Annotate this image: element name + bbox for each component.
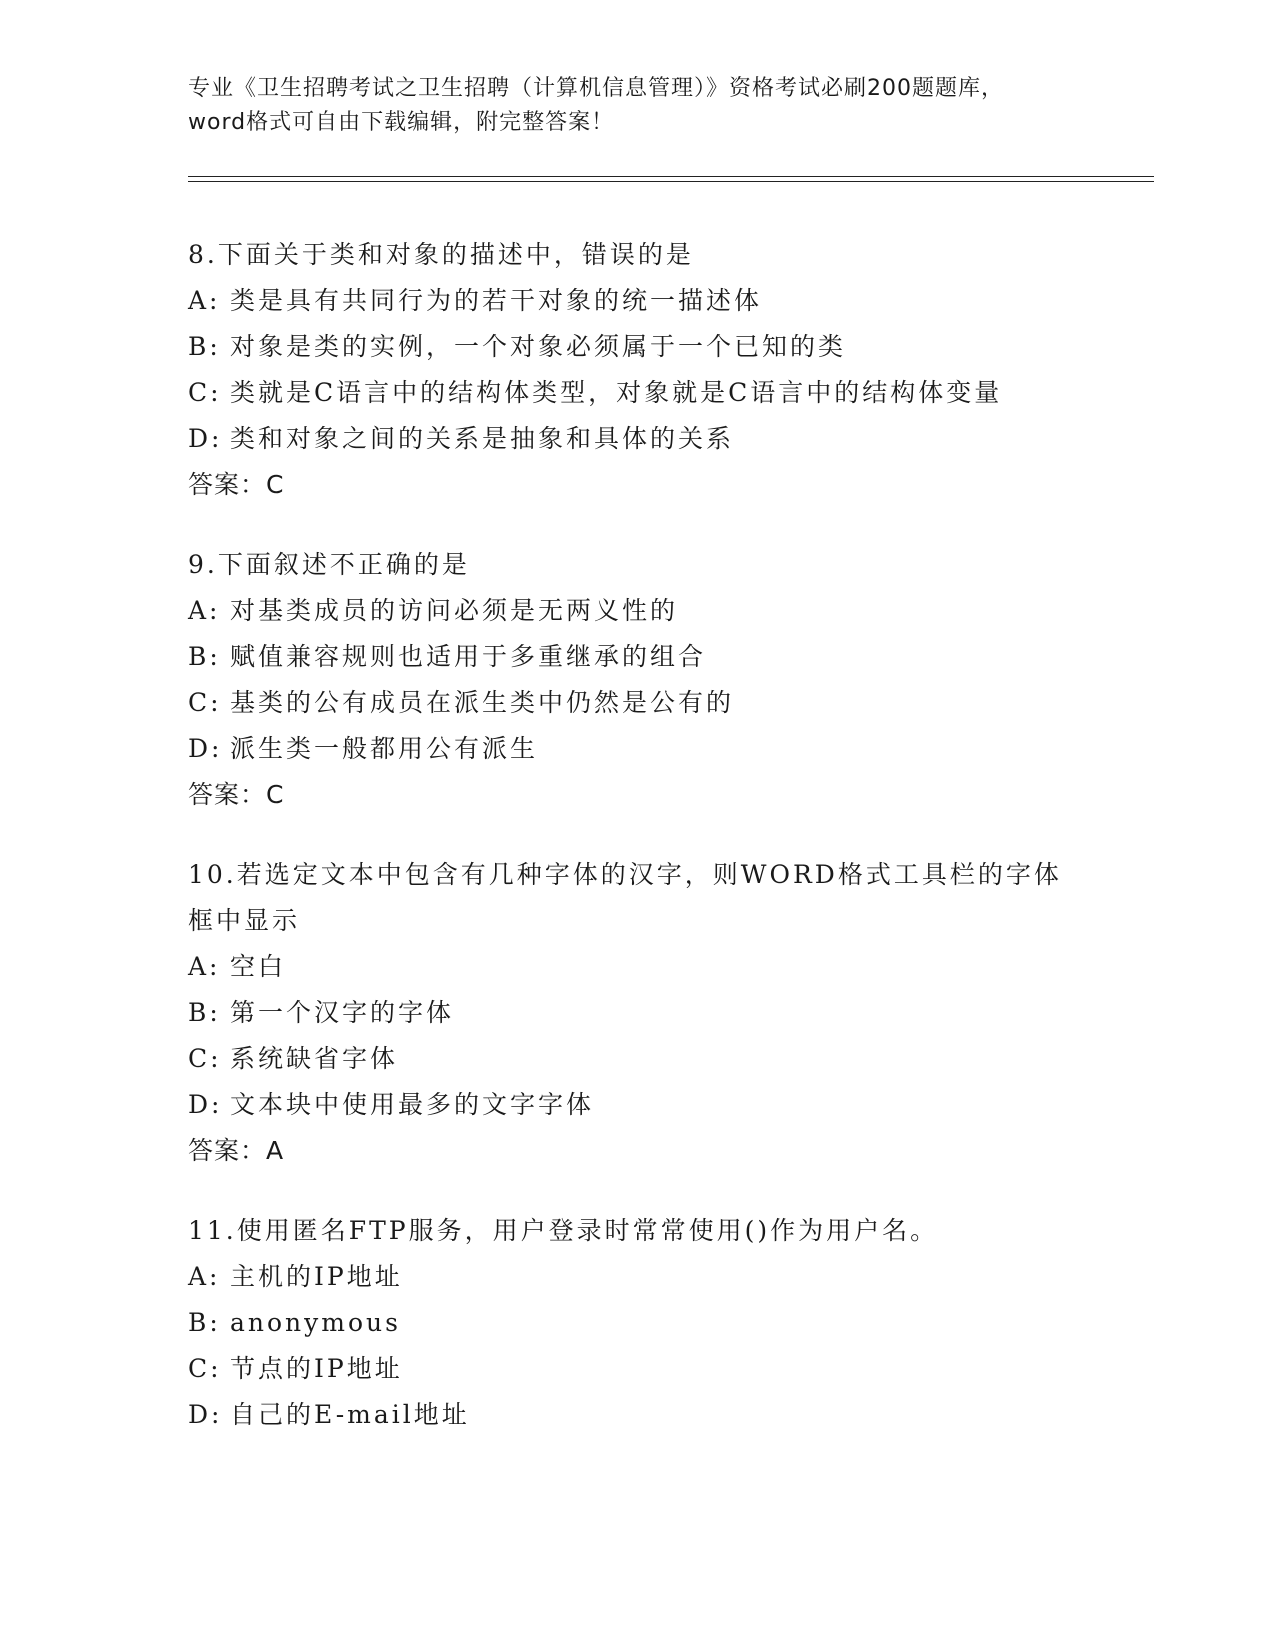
question-stem: 10.若选定文本中包含有几种字体的汉字，则WORD格式工具栏的字体框中显示 [188, 860, 1062, 935]
option-d [188, 726, 1088, 772]
option-letter: B: [188, 998, 221, 1027]
option-text: 节点的IP地址 [230, 1354, 403, 1383]
option-b [188, 1300, 1088, 1346]
option-b [188, 324, 1088, 370]
option-d [188, 416, 1088, 462]
answer-line: 答案：A [188, 1136, 285, 1165]
option-text: 对基类成员的访问必须是无两义性的 [230, 596, 679, 625]
option-text: 主机的IP地址 [230, 1262, 403, 1291]
option-c [188, 680, 1088, 726]
option-letter: D: [188, 1090, 223, 1119]
option-b [188, 990, 1088, 1036]
option-letter: A: [188, 1262, 221, 1291]
option-a [188, 588, 1088, 634]
option-text: 空白 [230, 952, 287, 981]
option-a [188, 944, 1088, 990]
question-11 [188, 1208, 1088, 1438]
answer-line: 答案：C [188, 470, 285, 499]
option-letter: C: [188, 1354, 222, 1383]
option-text: 自己的E-mail地址 [230, 1400, 470, 1429]
question-10 [188, 852, 1088, 1174]
option-letter: B: [188, 642, 221, 671]
question-stem: 9.下面叙述不正确的是 [188, 550, 470, 579]
option-text: 对象是类的实例，一个对象必须属于一个已知的类 [230, 332, 847, 361]
header-line-1: 专业《卫生招聘考试之卫生招聘（计算机信息管理）》资格考试必刷200题题库， [188, 76, 1004, 101]
option-a [188, 1254, 1088, 1300]
option-letter: A: [188, 286, 221, 315]
option-text: 类和对象之间的关系是抽象和具体的关系 [230, 424, 735, 453]
option-c [188, 1346, 1088, 1392]
header-line-2: word格式可自由下载编辑，附完整答案！ [188, 110, 615, 135]
option-letter: B: [188, 1308, 221, 1337]
option-text: 类就是C语言中的结构体类型，对象就是C语言中的结构体变量 [230, 378, 1003, 407]
option-text: 派生类一般都用公有派生 [230, 734, 539, 763]
question-8 [188, 232, 1088, 508]
document-header [188, 72, 1088, 140]
option-letter: A: [188, 952, 221, 981]
answer-line: 答案：C [188, 780, 285, 809]
header-divider-bottom [188, 181, 1154, 182]
option-letter: B: [188, 332, 221, 361]
option-c [188, 370, 1088, 416]
option-text: 第一个汉字的字体 [230, 998, 455, 1027]
option-c [188, 1036, 1088, 1082]
option-letter: A: [188, 596, 221, 625]
option-letter: C: [188, 688, 222, 717]
question-stem: 11.使用匿名FTP服务，用户登录时常常使用()作为用户名。 [188, 1216, 939, 1245]
option-a [188, 278, 1088, 324]
option-letter: C: [188, 378, 222, 407]
option-text: 文本块中使用最多的文字字体 [230, 1090, 595, 1119]
option-text: 类是具有共同行为的若干对象的统一描述体 [230, 286, 763, 315]
question-list [188, 232, 1088, 1472]
option-letter: D: [188, 1400, 223, 1429]
option-d [188, 1392, 1088, 1438]
option-letter: C: [188, 1044, 222, 1073]
option-text: 赋值兼容规则也适用于多重继承的组合 [230, 642, 707, 671]
option-letter: D: [188, 734, 223, 763]
option-text: 系统缺省字体 [230, 1044, 399, 1073]
option-text: anonymous [230, 1308, 401, 1337]
header-divider-top [188, 176, 1154, 177]
option-text: 基类的公有成员在派生类中仍然是公有的 [230, 688, 735, 717]
question-9 [188, 542, 1088, 818]
option-d [188, 1082, 1088, 1128]
question-stem: 8.下面关于类和对象的描述中，错误的是 [188, 240, 694, 269]
option-letter: D: [188, 424, 223, 453]
option-b [188, 634, 1088, 680]
